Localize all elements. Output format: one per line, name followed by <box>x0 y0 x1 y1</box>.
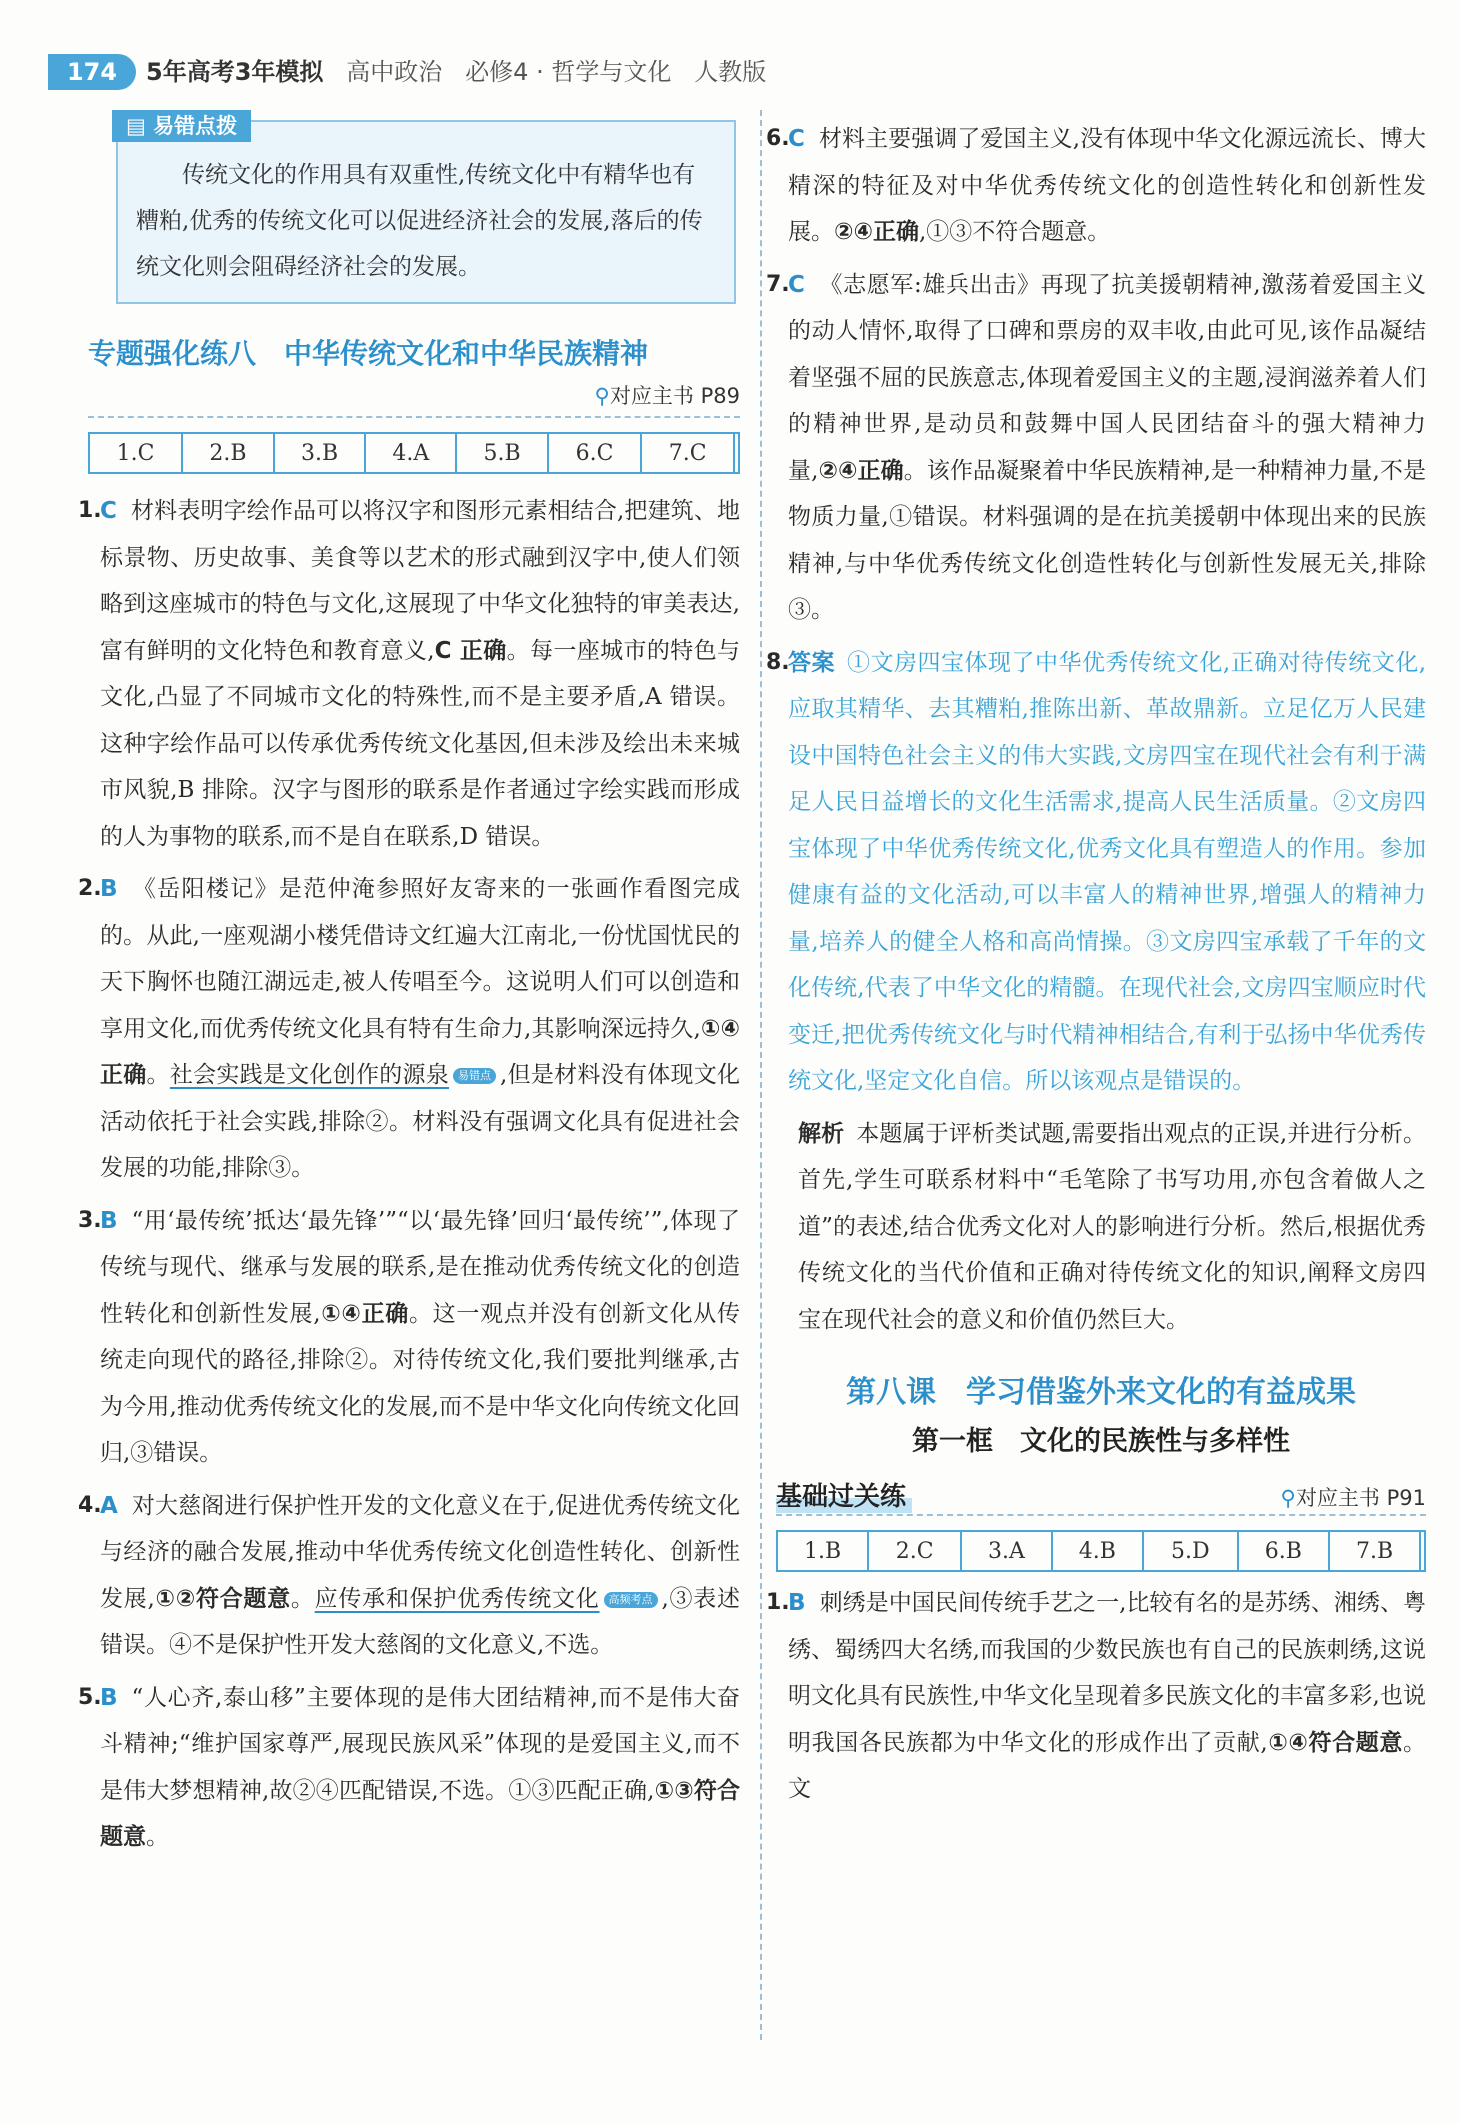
question-number: 2. <box>78 876 102 901</box>
basic-title: 基础过关练 <box>776 1476 912 1513</box>
question-item <box>78 488 741 860</box>
right-column <box>766 110 1427 1813</box>
basic-ref: ⚲对应主书 P91 <box>1280 1486 1426 1510</box>
section-title: 专题强化练八 中华传统文化和中华民族精神 <box>88 337 649 370</box>
basic-ref-line <box>776 1472 1426 1516</box>
page-number: 174 <box>48 54 136 90</box>
answer-label: 答案 <box>788 649 835 676</box>
explanation: “人心齐,泰山移”主要体现的是伟大团结精神,而不是伟大奋斗精神;“维护国家尊严,展现民族风采”体现的是爱国主义,而不是伟大梦想精神,故②④匹配错误,不选。①③匹配正确, <box>100 1684 740 1804</box>
answer-cell: 6.B <box>1238 1531 1329 1571</box>
series-name: 5年高考3年模拟 <box>146 58 324 86</box>
question-item <box>78 1483 741 1669</box>
answer-cell <box>1420 1531 1425 1571</box>
answer-cell: 4.A <box>365 433 456 473</box>
explanation: 。 <box>290 1585 315 1612</box>
explanation: 。该作品凝聚着中华民族精神,是一种精神力量,不是物质力量,①错误。材料强调的是在抗美援朝中体现出来的民族精神,与中华优秀传统文化创造性转化与创新性发展无关,排除③。 <box>788 457 1426 623</box>
question-item <box>78 1198 741 1477</box>
explanation: 。文 <box>788 1729 1427 1802</box>
key-judgement: ①④符合题意 <box>1267 1729 1404 1756</box>
answer-cell: 1.C <box>89 433 182 473</box>
question-8 <box>766 640 1427 1105</box>
answer-cell: 5.D <box>1143 1531 1238 1571</box>
running-title <box>146 54 766 90</box>
question-item <box>78 866 741 1192</box>
explanation: ,③表述错误。④不是保护性开发大慈阁的文化意义,不选。 <box>100 1585 741 1658</box>
key-judgement: ②④正确 <box>834 219 919 245</box>
key-judgement: ①④正确 <box>100 1015 740 1088</box>
key-judgement: ②④正确 <box>818 457 904 484</box>
explanation: 材料表明字绘作品可以将汉字和图形元素相结合,把建筑、地标景物、历史故事、美食等以艺术的形式融到汉字中,使人们领略到这座城市的特色与文化,这展现了中华文化独特的审美表达,富有鲜明的文化特色和教育意义, <box>100 498 740 664</box>
column-divider <box>760 110 762 2040</box>
analysis-label: 解析 <box>798 1120 845 1147</box>
explanation: 。 <box>146 1062 170 1088</box>
key-judgement: ①④正确 <box>320 1300 409 1327</box>
answer-cell: 1.B <box>777 1531 868 1571</box>
answer-cell: 3.B <box>274 433 366 473</box>
key-judgement: ①③符合题意 <box>100 1777 740 1850</box>
explanation: 。 <box>146 1824 169 1850</box>
answer-letter: C <box>788 271 805 298</box>
answer-cell: 7.B <box>1329 1531 1420 1571</box>
answer-cell: 2.B <box>182 433 274 473</box>
search-icon: ⚲ <box>1280 1486 1296 1510</box>
tip-text: 传统文化的作用具有双重性,传统文化中有精华也有糟粕,优秀的传统文化可以促进经济社会的发展,落后的传统文化则会阻碍经济社会的发展。 <box>136 162 703 280</box>
search-icon: ⚲ <box>594 384 610 408</box>
question-number: 1. <box>78 498 102 523</box>
analysis <box>776 1111 1426 1344</box>
lesson-title: 第八课 学习借鉴外来文化的有益成果 <box>846 1375 1356 1410</box>
section-ref: ⚲对应主书 P89 <box>594 384 740 408</box>
explanation: ,但是材料没有体现文化活动依托于社会实践,排除②。材料没有强调文化具有促进社会发展的功能,排除③。 <box>100 1062 741 1181</box>
explanation: 刺绣是中国民间传统手艺之一,比较有名的是苏绣、湘绣、粤绣、蜀绣四大名绣,而我国的少数民族也有自己的民族刺绣,这说明文化具有民族性,中华文化呈现着多民族文化的丰富多彩,也说明我国各民族都为中华文化的形成作出了贡献, <box>788 1590 1426 1756</box>
left-column <box>78 110 741 1861</box>
answer-table-lesson <box>776 1530 1426 1572</box>
answer-table <box>88 432 740 474</box>
explanation: “用‘最传统’抵达‘最先锋’”“以‘最先锋’回归‘最传统’”,体现了传统与现代、继承与发展的联系,是在推动优秀传统文化的创造性转化和创新性发展, <box>100 1207 740 1327</box>
key-judgement: C 正确 <box>434 637 507 664</box>
section-ref-line <box>88 378 740 418</box>
question-number: 8. <box>766 649 790 675</box>
question-item <box>78 1675 740 1861</box>
question-number: 4. <box>78 1492 102 1518</box>
question-number: 5. <box>78 1684 102 1710</box>
question-number: 6. <box>766 126 790 151</box>
answer-letter: C <box>788 126 805 152</box>
underlined-point: 社会实践是文化创作的源泉 <box>169 1062 450 1088</box>
explanation: 。每一座城市的特色与文化,凸显了不同城市文化的特殊性,而不是主要矛盾,A 错误。这种字绘作品可以传承优秀传统文化基因,但未涉及绘出未来城市风貌,B 排除。汉字与图形的联系是作者通过字绘实践而形成的人为事物的联系,而不是自在联系,D 错误。 <box>100 637 741 850</box>
question-number: 7. <box>766 271 790 297</box>
answer-cell: 3.A <box>961 1531 1052 1571</box>
answer-letter: A <box>100 1492 118 1519</box>
book-icon: ▤ <box>126 114 154 138</box>
frame-title: 第一框 文化的民族性与多样性 <box>912 1426 1290 1457</box>
answer-letter: B <box>788 1590 806 1616</box>
underlined-point: 应传承和保护优秀传统文化 <box>314 1585 600 1612</box>
page-header <box>0 48 1460 96</box>
edition: 人教版 <box>694 58 767 86</box>
answer-letter: B <box>100 876 118 902</box>
question-number: 1. <box>766 1590 790 1615</box>
key-judgement: ①②符合题意 <box>154 1585 291 1612</box>
point-badge: 高频考点 <box>604 1592 658 1608</box>
tip-box <box>116 114 736 304</box>
question-item <box>766 116 1426 256</box>
answer-cell: 7.C <box>641 433 734 473</box>
answer-text: ①文房四宝体现了中华优秀传统文化,正确对待传统文化,应取其精华、去其糟粕,推陈出新、革故鼎新。立足亿万人民建设中国特色社会主义的伟大实践,文房四宝在现代社会有利于满足人民日益增长的文化生活需求,提高人民生活质量。②文房四宝体现了中华优秀传统文化,优秀文化具有塑造人的作用。参加健康有益的文化活动,可以丰富人的精神世界,增强人的精神力量,培养人的健全人格和高尚情操。③文房四宝承载了千年的文化传统,代表了中华文化的精髓。在现代社会,文房四宝顺应时代变迁,把优秀传统文化与时代精神相结合,有利于弘扬中华优秀传统文化,坚定文化自信。所以该观点是错误的。 <box>788 649 1427 1094</box>
answer-cell: 2.C <box>868 1531 961 1571</box>
subject: 高中政治 <box>346 58 443 86</box>
question-number: 3. <box>78 1207 102 1233</box>
answer-letter: C <box>100 498 117 524</box>
question-item <box>766 1580 1427 1813</box>
explanation: 《岳阳楼记》是范仲淹参照好友寄来的一张画作看图完成的。从此,一座观湖小楼凭借诗文红遍大江南北,一份忧国忧民的天下胸怀也随江湖远走,被人传唱至今。这说明人们可以创造和享用文化,而优秀传统文化具有特有生命力,其影响深远持久, <box>100 876 740 1042</box>
explanation: ,①③不符合题意。 <box>918 219 1111 245</box>
explanation: 《志愿军:雄兵出击》再现了抗美援朝精神,激荡着爱国主义的动人情怀,取得了口碑和票房的双丰收,由此可见,该作品凝结着坚强不屈的民族意志,体现着爱国主义的主题,浸润滋养着人们的精神世界,是动员和鼓舞中国人民团结奋斗的强大精神力量, <box>788 271 1426 484</box>
book-name: 必修4 · 哲学与文化 <box>465 58 672 86</box>
question-item <box>766 262 1426 634</box>
point-badge: 易错点 <box>453 1068 496 1084</box>
answer-cell: 6.C <box>548 433 641 473</box>
answer-letter: B <box>100 1207 118 1234</box>
analysis-text: 本题属于评析类试题,需要指出观点的正误,并进行分析。首先,学生可联系材料中“毛笔除了书写功用,亦包含着做人之道”的表述,结合优秀文化对人的影响进行分析。然后,根据优秀传统文化的当代价值和正确对待传统文化的知识,阐释文房四宝在现代社会的意义和价值仍然巨大。 <box>798 1120 1426 1333</box>
tip-label: ▤ 易错点拨 <box>112 110 251 142</box>
answer-cell: 4.B <box>1052 1531 1143 1571</box>
explanation: 对大慈阁进行保护性开发的文化意义在于,促进优秀传统文化与经济的融合发展,推动中华优秀传统文化创造性转化、创新性发展, <box>100 1492 740 1612</box>
answer-cell: 5.B <box>456 433 548 473</box>
explanation: 。这一观点并没有创新文化从传统走向现代的路径,排除②。对待传统文化,我们要批判继承,古为今用,推动优秀传统文化的发展,而不是中华文化向传统文化回归,③错误。 <box>100 1300 741 1466</box>
answer-letter: B <box>100 1684 118 1711</box>
explanation: 材料主要强调了爱国主义,没有体现中华文化源远流长、博大精深的特征及对中华优秀传统文化的创造性转化和创新性发展。 <box>788 126 1426 245</box>
answer-cell <box>734 433 739 473</box>
